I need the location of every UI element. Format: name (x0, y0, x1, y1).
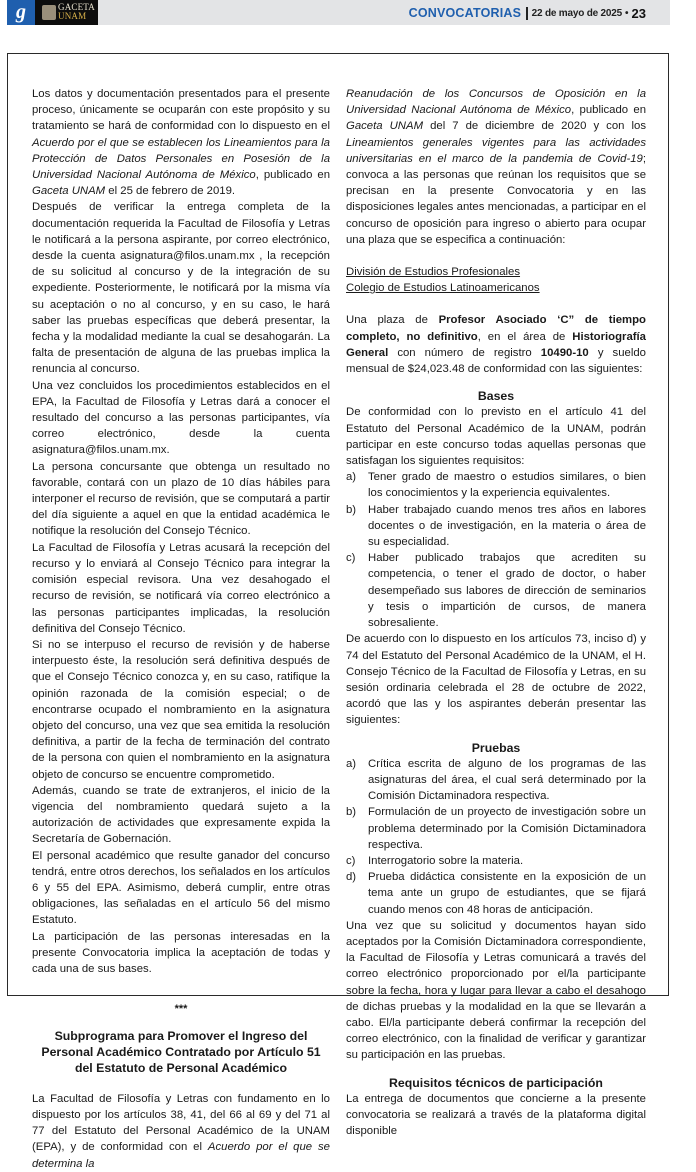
list-text: Formulación de un proyecto de investigación sobre un problema determinado por la Comisión Dictaminadora respectiva. (368, 806, 646, 851)
gaceta-unam-logo (35, 0, 98, 25)
page-header (7, 0, 670, 25)
text: Los datos y documentación presentados para el presente proceso, únicamente se ocuparán con este propósito y su tratamiento se hará de conformidad con lo dispuesto en el (32, 88, 330, 133)
spacer (32, 1017, 330, 1029)
paragraph-verification: Después de verificar la entrega completa de la documentación requerida la Facultad de Filosofía y Letras le notificará a la persona aspirante, por correo electrónico, desde la cuenta asignatura@filos.unam.mx , la recepción de su solicitud al concurso y de la integración de su expediente. Posteriormente, le notificará por la misma vía su aceptación o no al concurso, y en su caso, le hará saber las pruebas específicas que deberá presentar, la fecha y la modalidad mediante la cual se desahogarán. La falta de presentación de alguna de las pruebas implica la renuncia al concurso. (32, 201, 330, 376)
unam-crest-icon (42, 5, 56, 20)
text: , publicado en (571, 104, 647, 117)
text: con número de registro (388, 346, 541, 359)
text: del 7 de diciembre de 2020 y con los (423, 120, 646, 133)
colegio-name: Colegio de Estudios Latinoamericanos (346, 282, 540, 295)
spacer (346, 377, 646, 388)
spacer (32, 977, 330, 1001)
text: ; convoca a las personas que reúnan los requisitos que se precisan en la presente Convocatoria y en las disposiciones legales antes mencionadas, a participar en el concurso de oposición para ingreso o abierto para ocupar una plaza que se especifica a continuación: (346, 152, 646, 246)
logo-wordmark (58, 3, 95, 21)
list-text: Tener grado de maestro o estudios similares, o bien los conocimientos y la experiencia equivalentes. (368, 471, 646, 500)
list-label: d) (346, 871, 357, 884)
gaceta-g-logo-icon: g (7, 0, 35, 25)
division-name: División de Estudios Profesionales (346, 266, 521, 279)
header-divider (526, 7, 528, 20)
list-text: Crítica escrita de alguno de los programas de las asignaturas del área, el cual será determinado por la Comisión Dictaminadora respectiva. (368, 757, 646, 803)
italic-text: Acuerdo por el que se establecen los Lineamientos para la Protección de Datos Personales en Posesión de la Universidad Nacional Autónoma de México (32, 136, 330, 182)
paragraph-data-protection (32, 86, 330, 199)
list-item (346, 804, 646, 853)
italic-text: Acuerdo por el que se determina la (32, 1141, 330, 1170)
paragraph-revision: La persona concursante que obtenga un resultado no favorable, contará con un plazo de 10 días hábiles para interponer el recurso de revisión, que se computará a partir del día siguiente a aquel en que la entidad académica le notifique la resolución del Consejo Técnico. (32, 460, 330, 538)
list-item (346, 550, 646, 631)
position-title: Profesor Asociado ‘C” de tiempo completo, no definitivo (346, 314, 646, 343)
list-item (346, 756, 646, 805)
text: y sueldo mensual de $24,023.48 de conformidad con las siguientes: (346, 346, 646, 376)
section-separator-stars: *** (174, 1003, 188, 1016)
text: , en el área de (477, 330, 573, 343)
issue-date: 22 de mayo de 2025 (531, 7, 623, 19)
italic-text: Gaceta UNAM (346, 120, 424, 133)
bullet-separator: • (625, 7, 629, 19)
page-number: 23 (631, 5, 646, 21)
paragraph-technical-requirements: La entrega de documentos que concierne a la presente convocatoria se realizará a través de la plataforma digital disponible (346, 1092, 646, 1138)
list-label: b) (346, 806, 357, 819)
list-item (346, 502, 646, 551)
list-text: Prueba didáctica consistente en la exposición de un tema ante un grupo de estudiantes, que se fijará cuando menos con 48 horas de anticipación. (368, 871, 646, 916)
logo-gaceta-text: GACETA (58, 2, 95, 12)
right-column (346, 86, 646, 1139)
text: , publicado en (255, 169, 330, 182)
text: La Facultad de Filosofía y Letras con fundamento en lo dispuesto por los artículos 38, 41, del 66 al 69 y del 71 al 77 del Estatuto del Personal Académico de la UNAM (EPA), y de conformidad con el (32, 1092, 330, 1154)
list-item (346, 869, 646, 918)
paragraph-definitive-resolution: Si no se interpuso el recurso de revisión y de haberse interpuesto éste, la resolución será definitiva después de que el Consejo Técnico conozca y, en su caso, ratifique la opinión razonada de la comisión especial; o de encontrarse ocupado el nombramiento en la asignatura objeto del concurso, una vez que sea emitida la resolución definitiva, a partir de la fecha de terminación del contrato de la persona con quien el nombramiento en la asignatura objeto de concurso se encuentre comprometido. (32, 638, 330, 781)
paragraph-acknowledgement: La Facultad de Filosofía y Letras acusará la recepción del recurso y lo enviará al Consejo Técnico para integrar la comisión especial revisora. Una vez desahogado el recurso de revisión, se notificará vía correo electrónico a las personas participantes implicadas, la resolución definitiva del Consejo Técnico. (32, 541, 330, 635)
paragraph-position (346, 312, 646, 377)
italic-text: Gaceta UNAM (32, 185, 106, 198)
list-label: a) (346, 757, 357, 770)
text: Una plaza de (346, 314, 439, 327)
italic-text: Reanudación de los Concursos de Oposición en la Universidad Nacional Autónoma de México (346, 88, 646, 117)
italic-text: Lineamientos generales vigentes para las actividades universitarias en el marco de la pandemia de Covid-19 (346, 136, 646, 165)
list-item (346, 853, 646, 869)
paragraph-council-agreement: De acuerdo con lo dispuesto en los artículos 73, inciso d) y 74 del Estatuto del Personal Académico de la UNAM, el H. Consejo Técnico de la Facultad de Filosofía y Letras, en su sesión ordinaria celebrada el 28 de octubre de 2022, acordó que las y los aspirantes deberán presentar las siguientes: (346, 633, 646, 727)
list-label: b) (346, 503, 357, 516)
paragraph-acceptance: La participación de las personas interesadas en la presente Convocatoria implica la aceptación de todas y cada una de sus bases. (32, 930, 330, 975)
spacer (346, 296, 646, 312)
list-text: Interrogatorio sobre la materia. (368, 854, 524, 867)
text: el 25 de febrero de 2019. (105, 185, 236, 198)
area-name: Historiografía General (346, 330, 646, 359)
header-meta (409, 5, 646, 21)
paragraph-bases-intro: De conformidad con lo previsto en el artículo 41 del Estatuto del Personal Académico de la UNAM, podrán participar en este concurso todas aquellas personas que satisfagan los siguientes requisitos: (346, 406, 646, 468)
paragraph-legal-basis (32, 1091, 330, 1172)
spacer (346, 729, 646, 740)
registration-number: 10490-10 (540, 346, 589, 359)
spacer (346, 248, 646, 264)
list-label: c) (346, 854, 356, 867)
paragraph-rights: El personal académico que resulte ganador del concurso tendrá, entre otros derechos, los señalados en los artículos 6 y 55 del EPA. Asimismo, deberá cumplir, entre otras obligaciones, las señaladas en el artículo 56 del mismo Estatuto. (32, 849, 330, 927)
paragraph-results: Una vez concluidos los procedimientos establecidos en el EPA, la Facultad de Filosofía y Letras dará a conocer el resultado del concurso a las personas participantes, vía correo electrónico, desde la cuenta asignatura@filos.unam.mx. (32, 379, 330, 457)
logo-unam-text: UNAM (58, 11, 87, 21)
tests-list (346, 756, 646, 918)
paragraph-communication: Una vez que su solicitud y documentos hayan sido aceptados por la Comisión Dictaminadora correspondiente, la Facultad de Filosofía y Letras comunicará a través del correo electrónico proporcionado por el/la participante sobre la fecha, hora y lugar para llevar a cabo el desahogo de dichas pruebas y la modalidad en la que se llevarán a cabo. El/la participante deberá confirmar la recepción del correo electrónico, con la finalidad de verificar y garantizar su participación en las pruebas. (346, 919, 646, 1062)
list-item (346, 469, 646, 501)
list-label: c) (346, 552, 356, 565)
left-column (32, 86, 330, 1172)
list-text: Haber publicado trabajos que acrediten su competencia, o tener el grado de doctor, o haber desempeñado sus labores de dirección de seminarios y tesis o impartición de cursos, de manera sobresaliente. (368, 552, 646, 630)
technical-requirements-heading: Requisitos técnicos de participación (389, 1075, 603, 1090)
requirements-list (346, 469, 646, 631)
spacer (346, 1064, 646, 1075)
paragraph-foreigners: Además, cuando se trate de extranjeros, el inicio de la vigencia del nombramiento quedará sujeto a la autorización de actividades que expresamente expida la Secretaría de Gobernación. (32, 784, 330, 846)
list-label: a) (346, 471, 357, 484)
pruebas-heading: Pruebas (471, 740, 521, 755)
bases-heading: Bases (477, 389, 515, 404)
subprogram-title: Subprograma para Promover el Ingreso del Personal Académico Contratado por Artículo 51 del Estatuto de Personal Académico (41, 1029, 321, 1075)
list-text: Haber trabajado cuando menos tres años en labores docentes o de investigación, en la materia o área de su especialidad. (368, 503, 646, 549)
paragraph-convocation (346, 86, 646, 248)
section-title: CONVOCATORIAS (408, 6, 522, 20)
spacer (32, 1077, 330, 1091)
